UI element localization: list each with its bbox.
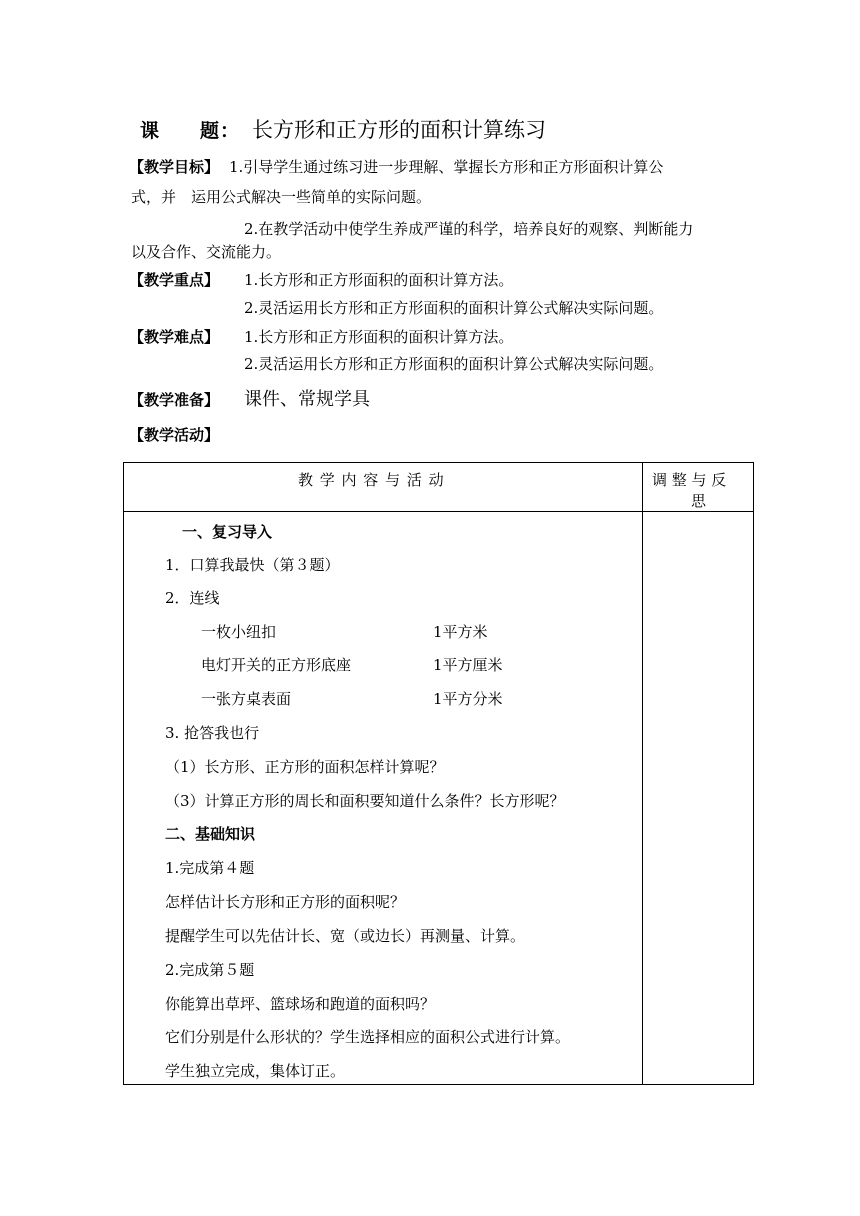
- match-right-1: 1平方米: [433, 623, 488, 641]
- match-right-3: 1平方分米: [433, 690, 503, 708]
- activity-table: [123, 462, 754, 1085]
- table-header-reflection: 调 整 与 反: [652, 471, 727, 489]
- question-1: 1．口算我最快（第３题）: [165, 556, 340, 574]
- match-right-2: 1平方厘米: [433, 656, 503, 674]
- match-left-1: 一枚小纽扣: [201, 623, 277, 641]
- objectives-line-3: 2.在教学活动中使学生养成严谨的科学，培养良好的观察、判断能力: [244, 220, 694, 238]
- preparation-text: 课件、常规学具: [244, 389, 370, 410]
- table-header-divider: [124, 511, 753, 512]
- task-1-tip: 提醒学生可以先估计长、宽（或边长）再测量、计算。: [165, 927, 526, 945]
- difficult-points-item-1: 1.长方形和正方形面积的面积计算方法。: [244, 328, 514, 346]
- question-3-1: （1）长方形、正方形的面积怎样计算呢？: [165, 758, 445, 776]
- question-3-3: （3）计算正方形的周长和面积要知道什么条件？长方形呢？: [165, 792, 565, 810]
- section-review-title: 一、复习导入: [182, 523, 273, 541]
- task-2-question: 你能算出草坪、篮球场和跑道的面积吗？: [165, 995, 436, 1013]
- preparation-label: 【教学准备】: [129, 391, 220, 409]
- task-1: 1.完成第４题: [165, 859, 255, 877]
- activities-label: 【教学活动】: [129, 426, 220, 444]
- key-points-item-1: 1.长方形和正方形面积的面积计算方法。: [244, 271, 514, 289]
- match-left-3: 一张方桌表面: [201, 690, 292, 708]
- table-column-divider: [642, 463, 643, 1084]
- objectives-line-4: 以及合作、交流能力。: [131, 243, 282, 261]
- question-3: 3. 抢答我也行: [165, 724, 260, 742]
- objectives-line-1: 1.引导学生通过练习进一步理解、掌握长方形和正方形面积计算公: [229, 158, 664, 176]
- match-left-2: 电灯开关的正方形底座: [201, 656, 352, 674]
- key-points-item-2: 2.灵活运用长方形和正方形面积的面积计算公式解决实际问题。: [244, 299, 664, 317]
- objectives-label: 【教学目标】: [129, 158, 220, 176]
- task-1-question: 怎样估计长方形和正方形的面积呢？: [165, 893, 406, 911]
- objectives-line-2: 式，并 运用公式解决一些简单的实际问题。: [131, 188, 432, 206]
- difficult-points-item-2: 2.灵活运用长方形和正方形面积的面积计算公式解决实际问题。: [244, 355, 664, 373]
- section-basics-title: 二、基础知识: [165, 825, 256, 843]
- difficult-points-label: 【教学难点】: [129, 328, 220, 346]
- table-header-reflection-2: 思: [691, 492, 707, 510]
- task-2: 2.完成第５题: [165, 961, 255, 979]
- key-points-label: 【教学重点】: [129, 271, 220, 289]
- question-2: 2．连线: [165, 589, 220, 607]
- table-header-content: 教 学 内 容 与 活 动: [298, 471, 445, 489]
- title-label: 课 题：: [140, 120, 241, 142]
- task-2-tip: 它们分别是什么形状的？学生选择相应的面积公式进行计算。: [165, 1028, 571, 1046]
- task-2-end: 学生独立完成，集体订正。: [165, 1062, 346, 1080]
- page-title: 长方形和正方形的面积计算练习: [252, 118, 546, 142]
